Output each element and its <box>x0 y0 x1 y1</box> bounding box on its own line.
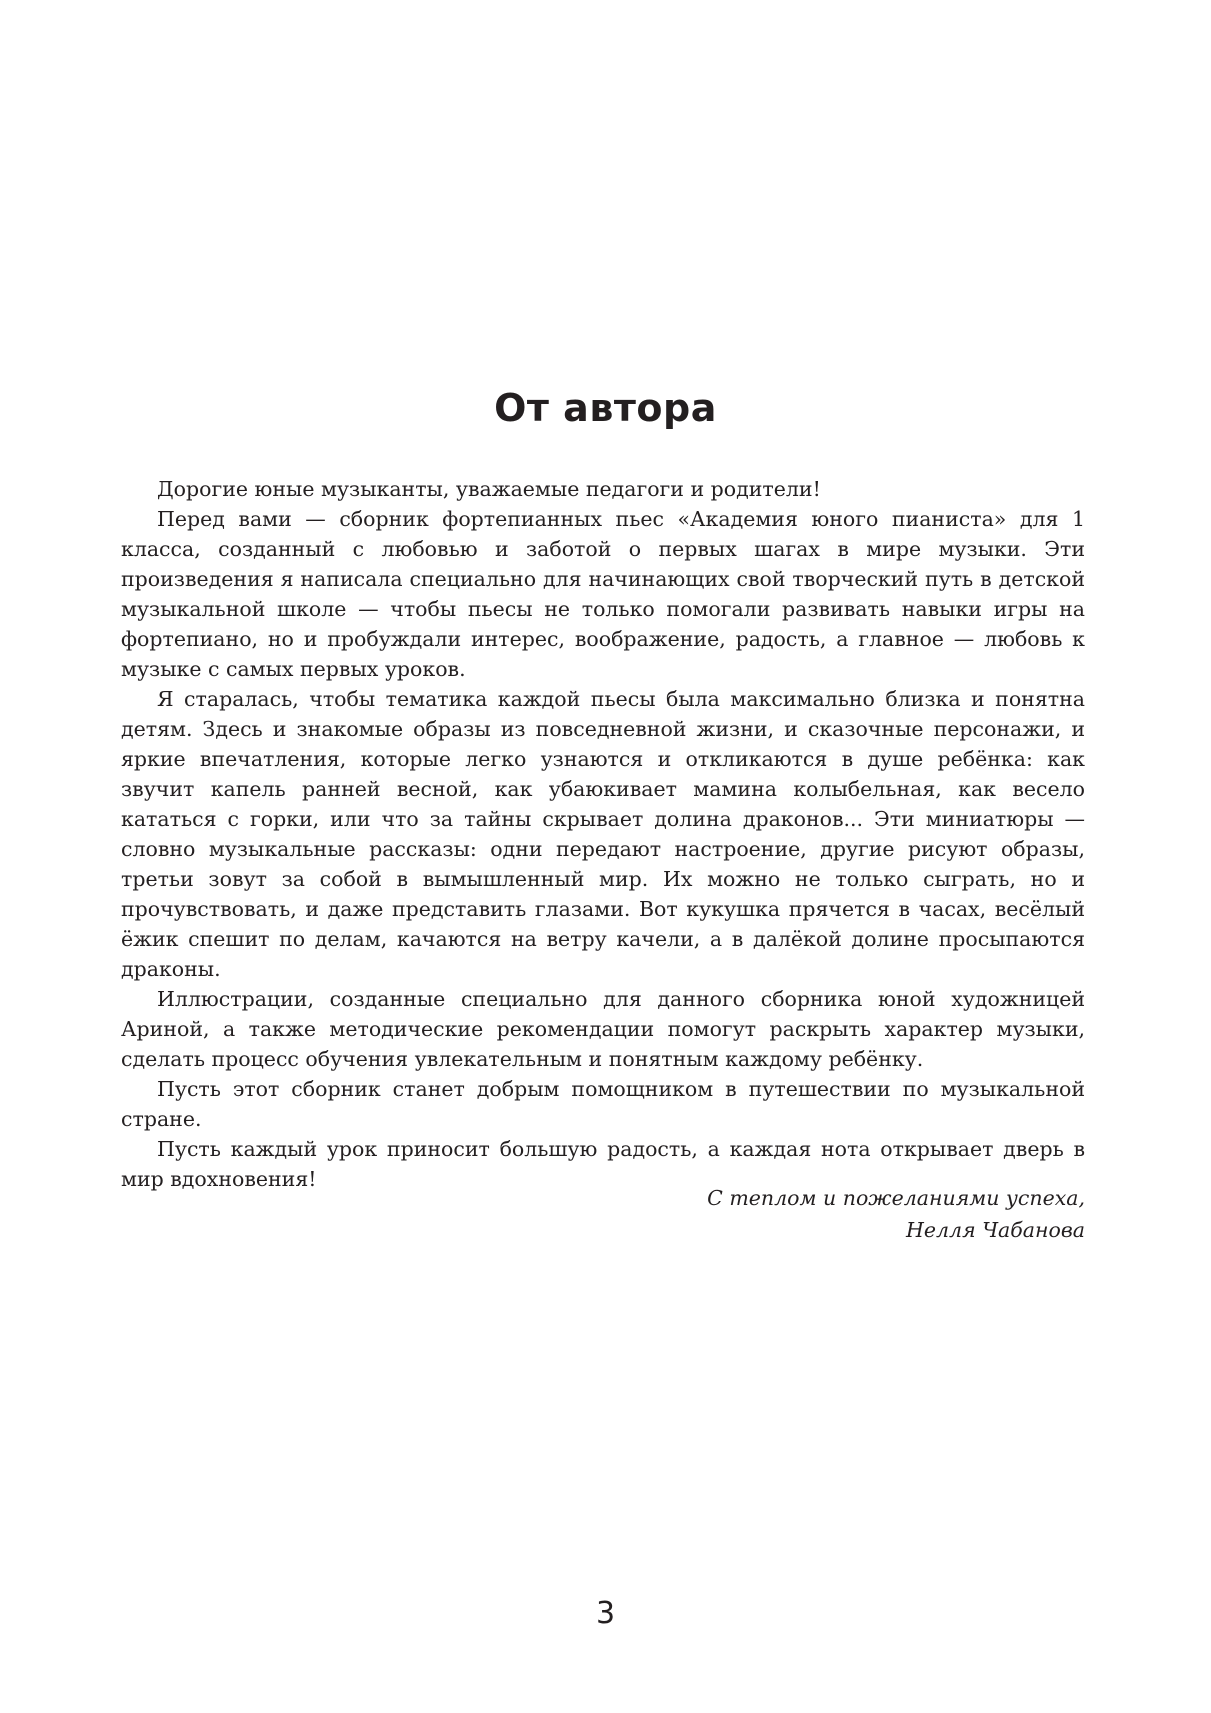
paragraph-themes: Я старалась, чтобы тематика каждой пьесы была максимально близка и понятна детям. Здесь и знакомые образы из повседневной жизни, и сказочные персонажи, и яркие впечатления, которые легко узнаются и откликаются в душе ребёнка: как звучит капель ранней весной, как убаюкивает мамина колыбельная, как весело кататься с горки, или что за тайны скрывает долина драконов... Эти миниатюры — словно музыкальные рассказы: одни передают настроение, другие рисуют образы, третьи зовут за собой в вымышленный мир. Их можно не только сыграть, но и прочувствовать, и даже представить глазами. Вот кукушка прячется в часах, весёлый ёжик спешит по делам, качаются на ветру качели, а в далёкой долине просыпаются драконы. <box>121 687 1085 981</box>
body-text <box>121 474 1085 1194</box>
paragraph-wish-joy: Пусть каждый урок приносит большую радость, а каждая нота открывает дверь в мир вдохновения! <box>121 1137 1085 1191</box>
paragraph-illustrations: Иллюстрации, созданные специально для данного сборника юной художницей Ариной, а также методические рекомендации помогут раскрыть характер музыки, сделать процесс обучения увлекательным и понятным каждому ребёнку. <box>121 987 1085 1071</box>
signature <box>565 1182 1085 1246</box>
paragraph-intro: Перед вами — сборник фортепианных пьес «Академия юного пианиста» для 1 класса, созданный с любовью и заботой о первых шагах в мире музыки. Эти произведения я написала специально для начинающих свой творческий путь в детской музыкальной школе — чтобы пьесы не только помогали развивать навыки игры на фортепиано, но и пробуждали интерес, воображение, радость, а главное — любовь к музыке с самых первых уроков. <box>121 507 1085 681</box>
page-title: От автора <box>494 386 717 430</box>
paragraph-greeting: Дорогие юные музыканты, уважаемые педагоги и родители! <box>157 477 821 501</box>
paragraph-wish-helper: Пусть этот сборник станет добрым помощником в путешествии по музыкальной стране. <box>121 1077 1085 1131</box>
signature-author: Нелля Чабанова <box>905 1218 1085 1242</box>
signature-greeting: С теплом и пожеланиями успеха, <box>707 1186 1085 1210</box>
page-number: 3 <box>595 1596 616 1631</box>
